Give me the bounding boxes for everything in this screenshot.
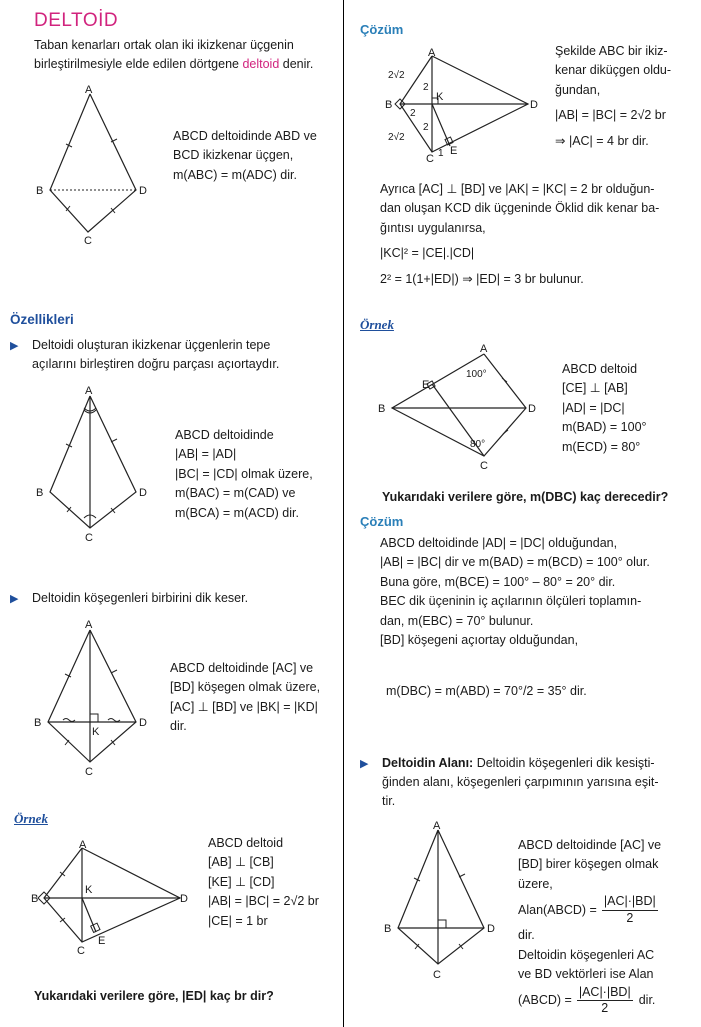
property-2-text: Deltoidin köşegenleri birbirini dik keser. (32, 591, 249, 605)
solution-label-2: Çözüm (360, 514, 404, 529)
ex2-line: [CE] ⊥ [AB] (562, 381, 628, 396)
fig3-line: dir. (170, 719, 187, 734)
fig2-label-a: A (85, 385, 93, 397)
intro-paragraph (34, 36, 336, 75)
ex2-label-b: B (378, 403, 386, 415)
ex2-angle-80: 80° (470, 439, 486, 450)
sol1-line: Şekilde ABC bir ikiz- (555, 44, 668, 58)
solution-label-1: Çözüm (360, 22, 404, 37)
sol2-line: ABCD deltoidinde |AD| = |DC| olduğundan, (380, 536, 618, 550)
area-figure (376, 818, 516, 986)
solution-1-figure (382, 48, 572, 166)
fig3-line: [BD] köşegen olmak üzere, (170, 680, 321, 695)
example-2-figure (376, 338, 556, 478)
area-heading: Deltoidin Alanı: (382, 756, 474, 770)
fig2-label-c: C (85, 532, 93, 544)
solution-2-formula: m(DBC) = m(ABD) = 70°/2 = 35° dir. (386, 684, 587, 698)
sol1-para-line: 2² = 1(1+|ED|) ⇒ |ED| = 3 br bulunur. (380, 271, 584, 286)
ex2-line: m(ECD) = 80° (562, 439, 641, 454)
property-1 (10, 336, 338, 371)
page-title: DELTOİD (34, 10, 119, 31)
area-line: üzere, (518, 876, 553, 891)
bullet-arrow-icon: ▶ (10, 340, 19, 352)
ex1-label-c: C (77, 945, 85, 956)
deltoid-figure-3 (28, 616, 173, 781)
example-2-text (562, 360, 647, 457)
fig2-label-b: B (36, 487, 44, 499)
sol1-label-k: K (436, 91, 444, 103)
intro-text: birleştirilmesiyle elde edilen dörtgene (34, 57, 239, 72)
area-label-c: C (433, 969, 441, 981)
bullet-arrow-icon: ▶ (360, 758, 369, 770)
intro-line-2 (34, 55, 336, 74)
ex1-label-k: K (85, 884, 93, 896)
fig1-label-d: D (139, 185, 147, 197)
area-line: ve BD vektörleri ise Alan (518, 967, 654, 982)
area-label-a: A (433, 820, 441, 832)
fig3-label-c: C (85, 766, 93, 778)
fig1-line: m(ABC) = m(ADC) dir. (173, 167, 297, 182)
deltoid-figure-1 (30, 82, 170, 247)
sol1-para-line: dan oluşan KCD dik üçgeninde Öklid dik kenar ba- (380, 201, 660, 216)
sol2-line: Buna göre, m(BCE) = 100° – 80° = 20° dir. (380, 574, 616, 589)
example-2-label: Örnek (360, 317, 394, 332)
sol1-label-ak: 2 (423, 82, 429, 93)
fig3-label-b: B (34, 717, 42, 729)
sol1-line: ğundan, (555, 82, 601, 97)
fig3-label-d: D (139, 717, 147, 729)
sol1-label-kc: 2 (423, 122, 429, 133)
solution-1-paragraph (380, 180, 690, 289)
example-1-question: Yukarıdaki verilere göre, |ED| kaç br dir? (34, 989, 274, 1003)
example-1-text (208, 834, 319, 931)
example-label: Örnek (14, 811, 48, 826)
ex2-label-a: A (480, 343, 488, 355)
sol1-label-e: E (450, 145, 458, 157)
ex1-label-a: A (79, 839, 87, 851)
ex1-label-b: B (31, 893, 39, 905)
area-formula-end: dir. (638, 992, 656, 1007)
area-formula-2 (518, 985, 694, 1017)
ex1-line: |AB| = |BC| = 2√2 br (208, 894, 319, 909)
fig2-line: m(BAC) = m(CAD) ve (175, 486, 296, 501)
solution-2-text (380, 534, 696, 650)
area-line-1 (382, 754, 655, 773)
area-text: Deltoidin köşegenleri dik kesişti- (476, 756, 655, 770)
ex1-line: ABCD deltoid (208, 836, 284, 850)
fig1-text (173, 127, 317, 185)
area-line-3: tir. (382, 794, 396, 808)
sol1-line: kenar diküçgen oldu- (555, 63, 672, 78)
ex1-line: [KE] ⊥ [CD] (208, 874, 275, 889)
area-line-2: ğinden alanı, köşegenleri çarpımının yarısına eşit- (382, 775, 659, 789)
ex2-angle-100: 100° (466, 369, 487, 380)
ex2-label-d: D (528, 403, 536, 415)
area-label-d: D (487, 923, 495, 935)
ex1-line: |CE| = 1 br (208, 913, 268, 928)
sol1-label-ce: 1 (438, 148, 444, 159)
fig2-text (175, 426, 313, 523)
area-label-b: B (384, 923, 392, 935)
fig1-label-c: C (84, 235, 92, 247)
sol2-line: |AB| = |BC| dir ve m(BAD) = m(BCD) = 100° olur. (380, 555, 650, 570)
sol2-line: dan, m(EBC) = 70° bulunur. (380, 613, 534, 628)
intro-end: denir. (282, 57, 314, 72)
area-fraction-1 (602, 894, 658, 926)
left-column (0, 0, 344, 1027)
fig2-line: m(BCA) = m(ACD) dir. (175, 505, 299, 520)
ex2-line: ABCD deltoid (562, 362, 638, 376)
fig2-line: |AB| = |AD| (175, 447, 237, 462)
deltoid-figure-2 (30, 382, 170, 547)
intro-term: deltoid (242, 57, 280, 72)
ex1-label-e: E (98, 935, 106, 947)
sol1-label-2r2-top: 2√2 (388, 70, 405, 81)
fig1-line: BCD ikizkenar üçgen, (173, 148, 294, 163)
property-1-line: Deltoidi oluşturan ikizkenar üçgenlerin tepe (32, 338, 271, 352)
sol1-line: ⇒ |AC| = 4 br dir. (555, 133, 649, 148)
fig3-label-k: K (92, 726, 100, 738)
sol1-label-a: A (428, 48, 436, 59)
area-numerator: |AC|·|BD| (602, 894, 658, 911)
fig1-label-b: B (36, 185, 44, 197)
area-section (360, 754, 690, 808)
sol1-para-line: Ayrıca [AC] ⊥ [BD] ve |AK| = |KC| = 2 br olduğun- (380, 182, 655, 196)
area-formula-1 (518, 894, 694, 926)
area-denominator: 2 (626, 910, 634, 925)
sol1-para-line: |KC|² = |CE|.|CD| (380, 246, 475, 261)
area-line: Deltoidin köşegenleri AC (518, 947, 655, 962)
sol2-line: [BD] köşegeni açıortay olduğundan, (380, 632, 579, 647)
sol2-line: BEC dik üçeninin iç açılarının ölçüleri toplamın- (380, 594, 642, 609)
fig3-line: [AC] ⊥ [BD] ve |BK| = |KD| (170, 699, 318, 714)
fig3-line: ABCD deltoidinde [AC] ve (170, 661, 314, 675)
bullet-arrow-icon: ▶ (10, 593, 19, 605)
sol1-label-b: B (385, 99, 393, 111)
sol1-label-c: C (426, 153, 434, 165)
ex2-line: m(BAD) = 100° (562, 420, 647, 435)
area-fraction-2 (577, 985, 633, 1017)
fig3-text (170, 659, 320, 737)
area-denominator-2: 2 (601, 1001, 609, 1016)
fig1-label-a: A (85, 84, 93, 96)
property-1-line: açılarını birleştiren doğru parçası açıortaydır. (32, 357, 280, 371)
area-line: dir. (518, 928, 535, 943)
sol1-label-d: D (530, 99, 538, 111)
ex1-line: [AB] ⊥ [CB] (208, 855, 274, 870)
sol1-label-2r2-bottom: 2√2 (388, 132, 405, 143)
fig2-line: |BC| = |CD| olmak üzere, (175, 466, 313, 481)
ex2-line: |AD| = |DC| (562, 400, 625, 415)
ex2-label-e: E (422, 379, 430, 391)
fig1-line: ABCD deltoidinde ABD ve (173, 129, 317, 143)
area-line: [BD] birer köşegen olmak (518, 857, 659, 872)
area-formula-block (518, 836, 694, 1017)
solution-1-side-text (555, 42, 671, 151)
fig2-line: ABCD deltoidinde (175, 428, 274, 442)
example-1-figure (30, 836, 190, 956)
fig2-label-d: D (139, 487, 147, 499)
area-numerator-2: |AC|·|BD| (577, 985, 633, 1002)
area-formula-lhs: Alan(ABCD) = (518, 902, 597, 917)
fig3-label-a: A (85, 619, 93, 631)
intro-line-1: Taban kenarları ortak olan iki ikizkenar üçgenin (34, 38, 294, 52)
ex2-label-c: C (480, 460, 488, 472)
sol1-label-bk: 2 (410, 108, 416, 119)
area-line: ABCD deltoidinde [AC] ve (518, 838, 662, 852)
sol1-para-line: ğıntısı uygulanırsa, (380, 220, 486, 235)
ex1-label-d: D (180, 893, 188, 905)
sol1-line: |AB| = |BC| = 2√2 br (555, 108, 666, 123)
property-2 (10, 589, 338, 608)
example-2-question: Yukarıdaki verilere göre, m(DBC) kaç derecedir? (382, 490, 669, 504)
area-formula-lhs-2: (ABCD) = (518, 992, 572, 1007)
right-column (346, 0, 701, 1027)
properties-heading: Özellikleri (10, 312, 74, 327)
